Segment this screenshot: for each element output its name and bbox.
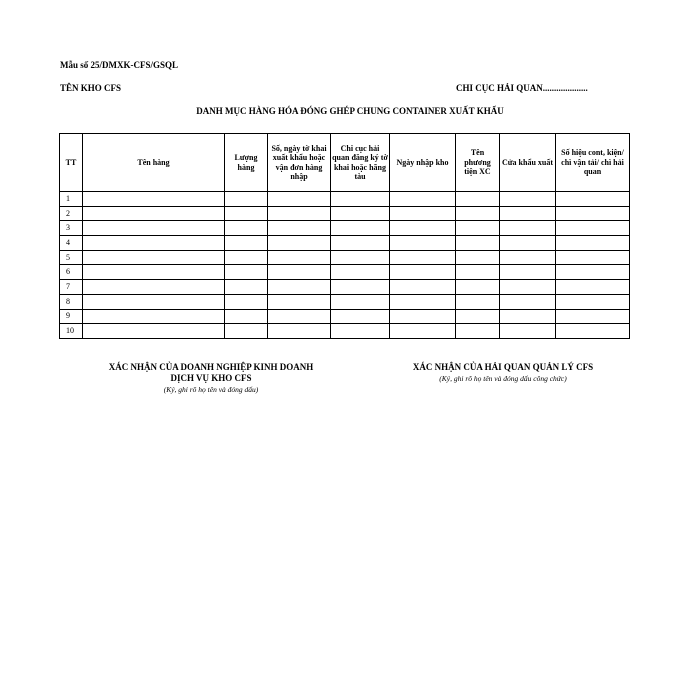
table-row (60, 324, 630, 339)
empty-cell[interactable] (268, 265, 331, 280)
empty-cell[interactable] (500, 250, 556, 265)
empty-cell[interactable] (456, 294, 500, 309)
empty-cell[interactable] (456, 206, 500, 221)
enterprise-confirmation-title-line1: XÁC NHẬN CỦA DOANH NGHIỆP KINH DOANH (108, 362, 314, 372)
empty-cell[interactable] (268, 324, 331, 339)
empty-cell[interactable] (225, 265, 268, 280)
header-export-gate: Cửa khẩu xuất (500, 134, 556, 192)
empty-cell[interactable] (331, 221, 390, 236)
empty-cell[interactable] (225, 192, 268, 207)
customs-branch-label: CHI CỤC HẢI QUAN.................... (456, 83, 588, 93)
header-quantity: Lượng hàng (225, 134, 268, 192)
empty-cell[interactable] (331, 280, 390, 295)
empty-cell[interactable] (390, 250, 456, 265)
header-declaration-number-date: Số, ngày tờ khai xuất khẩu hoặc vận đơn hàng nhập (268, 134, 331, 192)
header-vehicle-name: Tên phương tiện XC (456, 134, 500, 192)
row-number: 1 (60, 192, 83, 207)
empty-cell[interactable] (556, 192, 630, 207)
enterprise-confirmation-title-line2: DỊCH VỤ KHO CFS (170, 373, 252, 383)
empty-cell[interactable] (556, 309, 630, 324)
empty-cell[interactable] (331, 236, 390, 251)
empty-cell[interactable] (456, 192, 500, 207)
empty-cell[interactable] (456, 250, 500, 265)
header-customs-branch: Chi cục hải quan đăng ký tờ khai hoặc hãng tàu (331, 134, 390, 192)
empty-cell[interactable] (556, 280, 630, 295)
empty-cell[interactable] (225, 280, 268, 295)
customs-confirmation-title: XÁC NHẬN CỦA HẢI QUAN QUẢN LÝ CFS (412, 362, 594, 372)
empty-cell[interactable] (331, 309, 390, 324)
customs-confirmation-block (385, 362, 621, 384)
warehouse-name-label: TÊN KHO CFS (60, 83, 122, 93)
empty-cell[interactable] (83, 250, 225, 265)
empty-cell[interactable] (556, 294, 630, 309)
empty-cell[interactable] (456, 324, 500, 339)
empty-cell[interactable] (500, 206, 556, 221)
empty-cell[interactable] (390, 221, 456, 236)
empty-cell[interactable] (225, 221, 268, 236)
empty-cell[interactable] (500, 324, 556, 339)
empty-cell[interactable] (500, 221, 556, 236)
empty-cell[interactable] (500, 280, 556, 295)
header-container-seal-number: Số hiệu cont, kiện/ chì vận tải/ chì hải quan (556, 134, 630, 192)
enterprise-signature-note: (Ký, ghi rõ họ tên và đóng dấu) (163, 385, 259, 394)
empty-cell[interactable] (556, 324, 630, 339)
table-row (60, 192, 630, 207)
row-number: 7 (60, 280, 83, 295)
empty-cell[interactable] (556, 250, 630, 265)
empty-cell[interactable] (456, 221, 500, 236)
table-row (60, 206, 630, 221)
empty-cell[interactable] (331, 324, 390, 339)
document-title: DANH MỤC HÀNG HÓA ĐÓNG GHÉP CHUNG CONTAINER XUẤT KHẨU (196, 106, 504, 116)
empty-cell[interactable] (500, 192, 556, 207)
empty-cell[interactable] (83, 265, 225, 280)
empty-cell[interactable] (83, 206, 225, 221)
empty-cell[interactable] (225, 294, 268, 309)
form-code: Mẫu số 25/DMXK-CFS/GSQL (60, 60, 179, 70)
empty-cell[interactable] (500, 236, 556, 251)
row-number: 4 (60, 236, 83, 251)
empty-cell[interactable] (331, 206, 390, 221)
empty-cell[interactable] (556, 221, 630, 236)
table-row (60, 265, 630, 280)
empty-cell[interactable] (500, 294, 556, 309)
empty-cell[interactable] (500, 265, 556, 280)
empty-cell[interactable] (225, 250, 268, 265)
row-number: 6 (60, 265, 83, 280)
empty-cell[interactable] (268, 309, 331, 324)
table-row (60, 236, 630, 251)
empty-cell[interactable] (331, 192, 390, 207)
empty-cell[interactable] (83, 236, 225, 251)
goods-table (59, 133, 630, 339)
table-row (60, 280, 630, 295)
empty-cell[interactable] (83, 324, 225, 339)
empty-cell[interactable] (456, 280, 500, 295)
header-warehouse-entry-date: Ngày nhập kho (390, 134, 456, 192)
empty-cell[interactable] (225, 206, 268, 221)
empty-cell[interactable] (390, 192, 456, 207)
header-tt: TT (60, 134, 83, 192)
row-number: 10 (60, 324, 83, 339)
empty-cell[interactable] (268, 192, 331, 207)
table-row (60, 294, 630, 309)
row-number: 8 (60, 294, 83, 309)
empty-cell[interactable] (83, 309, 225, 324)
empty-cell[interactable] (268, 221, 331, 236)
row-number: 9 (60, 309, 83, 324)
empty-cell[interactable] (390, 265, 456, 280)
empty-cell[interactable] (331, 250, 390, 265)
header-goods-name: Tên hàng (83, 134, 225, 192)
empty-cell[interactable] (390, 236, 456, 251)
empty-cell[interactable] (556, 265, 630, 280)
empty-cell[interactable] (390, 206, 456, 221)
empty-cell[interactable] (83, 280, 225, 295)
row-number: 2 (60, 206, 83, 221)
empty-cell[interactable] (456, 236, 500, 251)
empty-cell[interactable] (456, 265, 500, 280)
empty-cell[interactable] (390, 309, 456, 324)
empty-cell[interactable] (331, 265, 390, 280)
empty-cell[interactable] (83, 221, 225, 236)
row-number: 5 (60, 250, 83, 265)
empty-cell[interactable] (225, 324, 268, 339)
customs-signature-note: (Ký, ghi rõ họ tên và đóng dấu công chức) (439, 374, 567, 383)
empty-cell[interactable] (268, 280, 331, 295)
table-header-row (60, 134, 630, 192)
empty-cell[interactable] (83, 294, 225, 309)
empty-cell[interactable] (268, 236, 331, 251)
table-row (60, 250, 630, 265)
empty-cell[interactable] (225, 309, 268, 324)
table-body (60, 192, 630, 339)
empty-cell[interactable] (225, 236, 268, 251)
empty-cell[interactable] (500, 309, 556, 324)
table-row (60, 309, 630, 324)
empty-cell[interactable] (268, 250, 331, 265)
enterprise-confirmation-block (80, 362, 342, 395)
table-row (60, 221, 630, 236)
empty-cell[interactable] (83, 192, 225, 207)
empty-cell[interactable] (390, 280, 456, 295)
empty-cell[interactable] (268, 294, 331, 309)
empty-cell[interactable] (390, 294, 456, 309)
empty-cell[interactable] (268, 206, 331, 221)
empty-cell[interactable] (556, 206, 630, 221)
empty-cell[interactable] (390, 324, 456, 339)
empty-cell[interactable] (331, 294, 390, 309)
empty-cell[interactable] (556, 236, 630, 251)
row-number: 3 (60, 221, 83, 236)
empty-cell[interactable] (456, 309, 500, 324)
